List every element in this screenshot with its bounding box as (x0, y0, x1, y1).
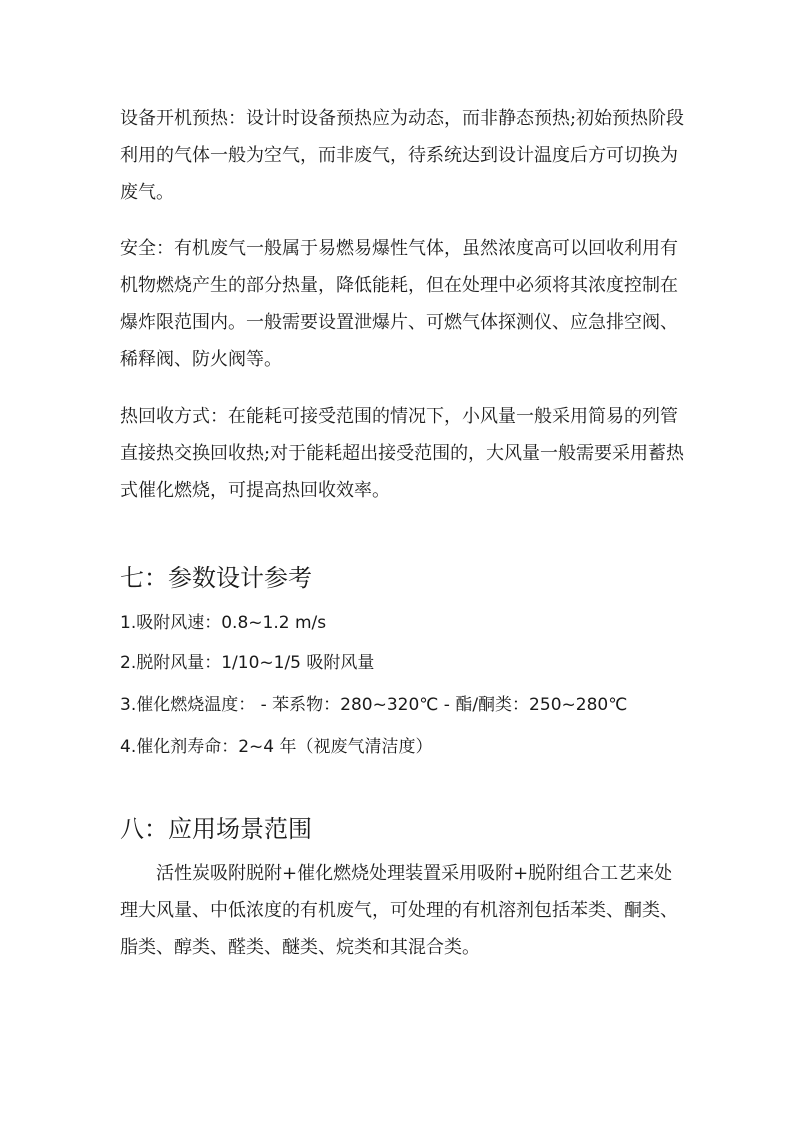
paragraph-preheat: 设备开机预热：设计时设备预热应为动态，而非静态预热;初始预热阶段利用的气体一般为空气，而非废气，待系统达到设计温度后方可切换为废气。 (120, 108, 685, 203)
section-7-item-4: 4.催化剂寿命：2~4 年（视废气清洁度） (120, 737, 433, 757)
section-8-body: 活性炭吸附脱附+催化燃烧处理装置采用吸附+脱附组合工艺来处理大风量、中低浓度的有机废气，可处理的有机溶剂包括苯类、酮类、脂类、醇类、醛类、醚类、烷类和其混合类。 (120, 863, 678, 958)
section-8-heading: 八：应用场景范围 (120, 815, 312, 843)
section-7-item-2: 2.脱附风量：1/10~1/5 吸附风量 (120, 653, 375, 673)
section-7-item-1: 1.吸附风速：0.8~1.2 m/s (120, 613, 327, 633)
section-7-item-3: 3.催化燃烧温度： - 苯系物：280~320℃ - 酯/酮类：250~280℃ (120, 695, 628, 715)
section-7-heading: 七：参数设计参考 (120, 564, 312, 592)
paragraph-safety: 安全：有机废气一般属于易燃易爆性气体，虽然浓度高可以回收利用有机物燃烧产生的部分热量，降低能耗，但在处理中必须将其浓度控制在爆炸限范围内。一般需要设置泄爆片、可燃气体探测仪、应急排空阀、稀释阀、防火阀等。 (120, 238, 678, 370)
paragraph-heat-recovery: 热回收方式：在能耗可接受范围的情况下，小风量一般采用简易的列管直接热交换回收热;对于能耗超出接受范围的，大风量一般需要采用蓄热式催化燃烧，可提高热回收效率。 (120, 406, 685, 501)
